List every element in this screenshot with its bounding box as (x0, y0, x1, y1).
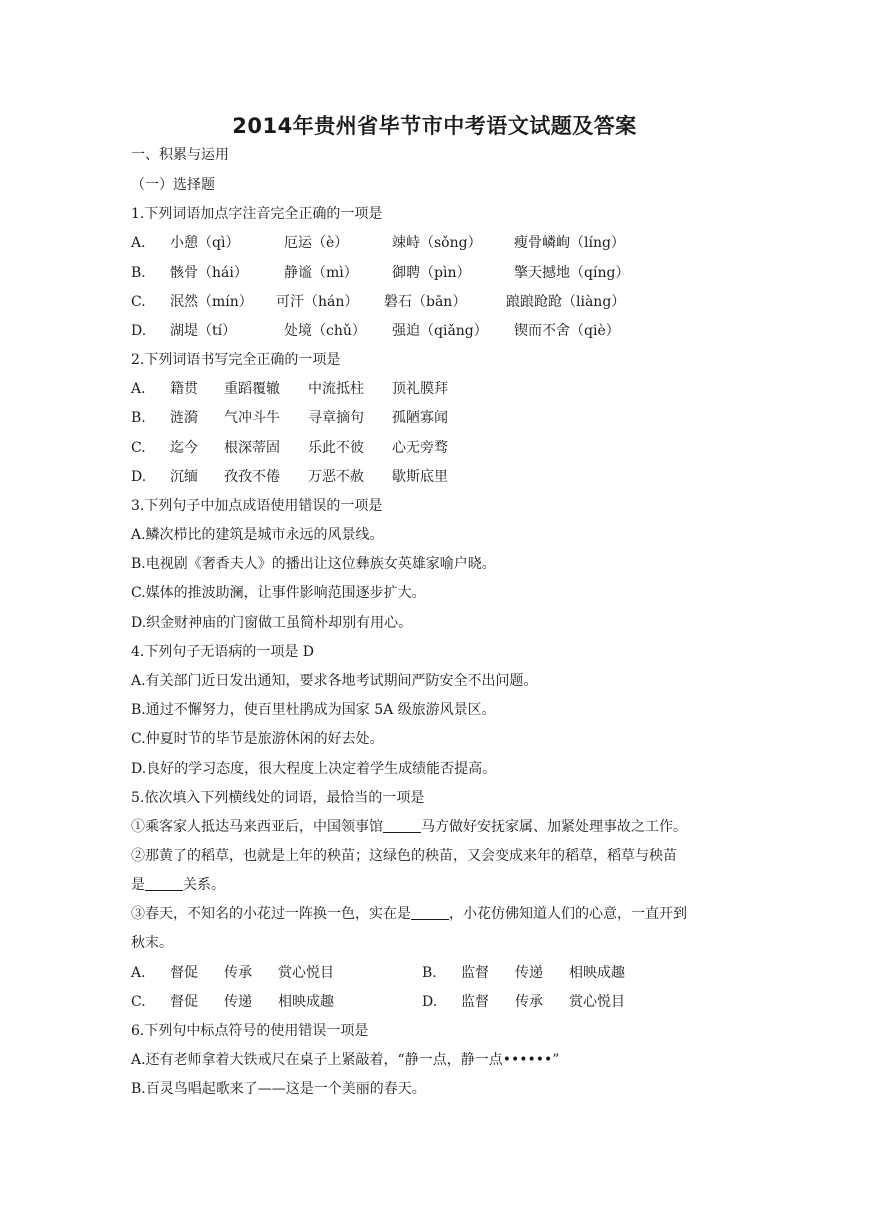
q2-option-item: 气冲斗牛 (224, 410, 280, 426)
q5-sentence-3-cont: 秋末。 (131, 935, 173, 951)
q2-option-item: 孤陋寡闻 (392, 410, 448, 426)
q1-option-item: 瘦骨嶙峋（líng） (514, 235, 625, 251)
q2-option-item: 涟漪 (170, 410, 198, 426)
q5-option-letter: A. (131, 965, 146, 981)
q1-option-letter: A. (131, 235, 146, 251)
fill-blank (411, 905, 449, 920)
q5-sentence-2-cont (131, 875, 225, 895)
question-4-stem: 4.下列句子无语病的一项是 D (131, 644, 315, 660)
q3-option: A.鳞次栉比的建筑是城市永远的风景线。 (131, 527, 384, 543)
q5-sentence-text: 关系。 (183, 877, 225, 893)
q2-option-item: 心无旁骛 (392, 440, 448, 456)
question-2-stem: 2.下列词语书写完全正确的一项是 (131, 352, 341, 368)
q2-option-item: 万恶不赦 (308, 469, 364, 485)
q5-option-item: 督促 (170, 965, 198, 981)
q4-option: D.良好的学习态度，很大程度上决定着学生成绩能否提高。 (131, 761, 497, 777)
q2-option-item: 沉缅 (170, 469, 198, 485)
q5-option-item: 传承 (224, 965, 252, 981)
q2-option-letter: B. (131, 410, 146, 426)
q6-option: B.百灵鸟唱起歌来了——这是一个美丽的春天。 (131, 1081, 426, 1097)
q1-option-item: 竦峙（sǒng） (392, 235, 482, 251)
q2-option-item: 乐此不彼 (308, 440, 364, 456)
q5-option-item: 监督 (461, 965, 489, 981)
q1-option-item: 锲而不舍（qiè） (514, 323, 620, 339)
q1-option-item: 御聘（pìn） (392, 265, 471, 281)
q1-option-item: 小憩（qì） (170, 235, 240, 251)
q5-sentence-text: ①乘客家人抵达马来西亚后，中国领事馆 (131, 819, 383, 835)
section-heading: 一、积累与运用 (131, 147, 229, 163)
q1-option-item: 湖堤（tí） (170, 323, 237, 339)
q3-option: D.织金财神庙的门窗做工虽简朴却别有用心。 (131, 615, 413, 631)
q1-option-item: 可汗（hán） (276, 294, 359, 310)
q2-option-item: 歇斯底里 (392, 469, 448, 485)
q2-option-item: 中流抵柱 (308, 381, 364, 397)
q1-option-item: 踉踉跄跄（liàng） (506, 294, 626, 310)
q5-sentence-2: ②那黄了的稻草，也就是上年的秧苗；这绿色的秧苗，又会变成来年的稻草，稻草与秧苗 (131, 848, 677, 864)
q4-option: C.仲夏时节的毕节是旅游休闲的好去处。 (131, 731, 384, 747)
q5-option-letter: B. (422, 965, 437, 981)
q5-option-item: 赏心悦目 (569, 994, 625, 1010)
fill-blank (145, 876, 183, 891)
subsection-heading: （一）选择题 (131, 177, 215, 193)
q2-option-item: 寻章摘句 (308, 410, 364, 426)
question-3-stem: 3.下列句子中加点成语使用错误的一项是 (131, 498, 383, 514)
question-6-stem: 6.下列句中标点符号的使用错误一项是 (131, 1023, 369, 1039)
q2-option-letter: D. (131, 469, 147, 485)
q3-option: C.媒体的推波助澜，让事件影响范围逐步扩大。 (131, 585, 426, 601)
q5-sentence-text: 马方做好安抚家属、加紧处理事故之工作。 (421, 819, 687, 835)
q1-option-item: 强迫（qiǎng） (392, 323, 488, 339)
fill-blank (383, 818, 421, 833)
q1-option-item: 擎天撼地（qíng） (514, 265, 630, 281)
q2-option-item: 籍贯 (170, 381, 198, 397)
q4-option: B.通过不懈努力，使百里杜鹃成为国家 5A 级旅游风景区。 (131, 702, 496, 718)
q1-option-letter: D. (131, 323, 147, 339)
question-1-stem: 1.下列词语加点字注音完全正确的一项是 (131, 206, 383, 222)
q1-option-item: 骸骨（hái） (170, 265, 248, 281)
q5-option-letter: C. (131, 994, 146, 1010)
q5-option-item: 传承 (515, 994, 543, 1010)
q3-option: B.电视剧《奢香夫人》的播出让这位彝族女英雄家喻户晓。 (131, 556, 496, 572)
q2-option-letter: A. (131, 381, 146, 397)
q5-option-letter: D. (422, 994, 438, 1010)
q5-sentence-3 (131, 904, 687, 924)
q2-option-letter: C. (131, 440, 146, 456)
q1-option-item: 处境（chǔ） (284, 323, 366, 339)
q2-option-item: 重蹈覆辙 (224, 381, 280, 397)
q5-option-item: 传递 (515, 965, 543, 981)
q2-option-item: 孜孜不倦 (224, 469, 280, 485)
q5-option-item: 赏心悦目 (278, 965, 334, 981)
q5-option-item: 监督 (461, 994, 489, 1010)
q5-sentence-text: ，小花仿佛知道人们的心意，一直开到 (449, 906, 687, 922)
q5-option-item: 传递 (224, 994, 252, 1010)
q2-option-item: 顶礼膜拜 (392, 381, 448, 397)
q1-option-item: 厄运（è） (284, 235, 349, 251)
q2-option-item: 迄今 (170, 440, 198, 456)
q1-option-letter: B. (131, 265, 146, 281)
q1-option-item: 磐石（bān） (384, 294, 467, 310)
q5-sentence-text: ③春天，不知名的小花过一阵换一色，实在是 (131, 906, 411, 922)
q6-option: A.还有老师拿着大铁戒尺在桌子上紧敲着，“静一点，静一点••••••” (131, 1052, 560, 1068)
q5-option-item: 相映成趣 (569, 965, 625, 981)
q4-option: A.有关部门近日发出通知，要求各地考试期间严防安全不出问题。 (131, 673, 538, 689)
q5-option-item: 督促 (170, 994, 198, 1010)
q5-sentence-text: 是 (131, 877, 145, 893)
question-5-stem: 5.依次填入下列横线处的词语，最恰当的一项是 (131, 790, 425, 806)
q5-option-item: 相映成趣 (278, 994, 334, 1010)
q2-option-item: 根深蒂固 (224, 440, 280, 456)
q1-option-item: 静谧（mì） (284, 265, 358, 281)
q5-sentence-1 (131, 817, 687, 837)
q1-option-item: 泯然（mín） (170, 294, 253, 310)
q1-option-letter: C. (131, 294, 146, 310)
page-title: 2014年贵州省毕节市中考语文试题及答案 (232, 114, 637, 138)
